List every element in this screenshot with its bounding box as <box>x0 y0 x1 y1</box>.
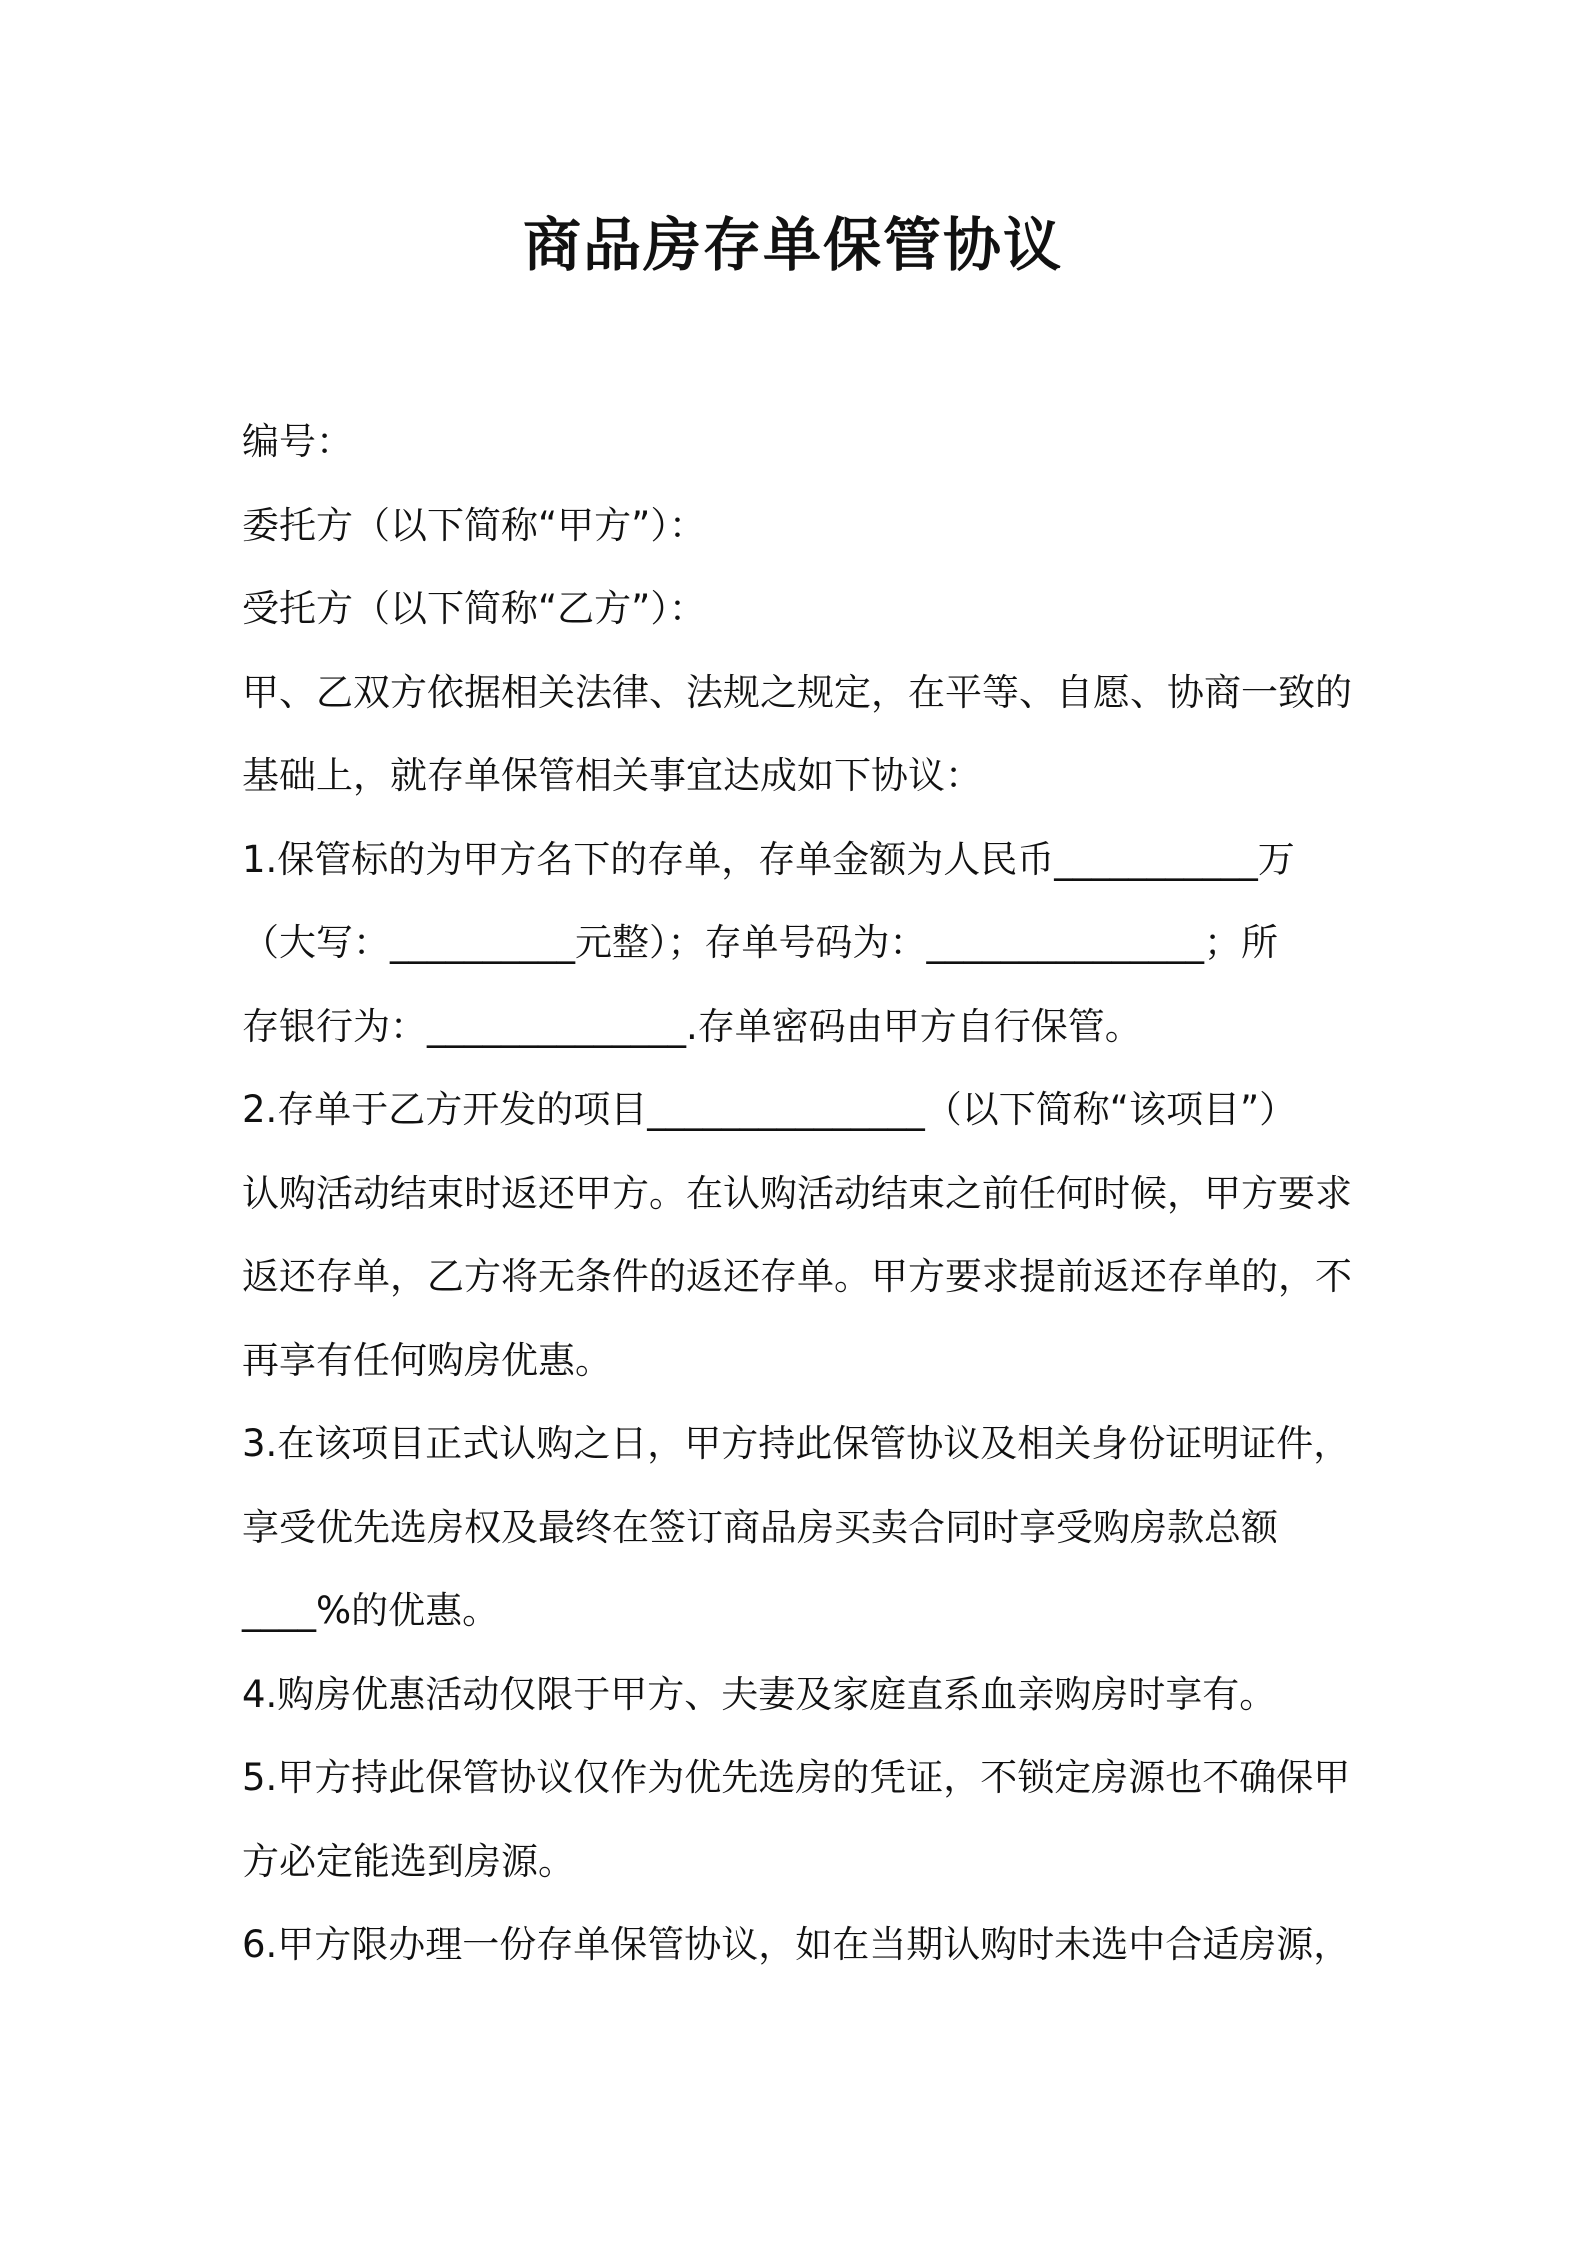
clause-1-line: 1.保管标的为甲方名下的存单，存单金额为人民币___________万 <box>242 837 1295 881</box>
document-title: 商品房存单保管协议 <box>522 211 1063 279</box>
preamble-line: 基础上，就存单保管相关事宜达成如下协议： <box>242 754 982 797</box>
clause-3-line: 3.在该项目正式认购之日，甲方持此保管协议及相关身份证明证件， <box>242 1422 1351 1465</box>
clause-2-line: 2.存单于乙方开发的项目_______________（以下简称“该项目”） <box>242 1088 1297 1131</box>
clause-1-line: （大写：__________元整）；存单号码为：_______________；所 <box>242 921 1278 964</box>
clause-6-line: 6.甲方限办理一份存单保管协议，如在当期认购时未选中合适房源， <box>242 1923 1351 1966</box>
document-body <box>242 400 1362 1987</box>
clause-3-line: 享受优先选房权及最终在签订商品房买卖合同时享受购房款总额 <box>242 1505 1278 1549</box>
field-number: 编号： <box>242 420 353 463</box>
clause-1-line: 存银行为：______________.存单密码由甲方自行保管。 <box>242 1004 1142 1048</box>
clause-4-line: 4.购房优惠活动仅限于甲方、夫妻及家庭直系血亲购房时享有。 <box>242 1672 1277 1716</box>
clause-3-line: ____%的优惠。 <box>242 1589 500 1632</box>
field-party-b: 受托方（以下简称“乙方”）： <box>242 587 706 630</box>
preamble-line: 甲、乙双方依据相关法律、法规之规定，在平等、自愿、协商一致的 <box>242 670 1352 714</box>
clause-5-line: 5.甲方持此保管协议仅作为优先选房的凭证，不锁定房源也不确保甲 <box>242 1756 1351 1799</box>
field-party-a: 委托方（以下简称“甲方”）： <box>242 503 706 547</box>
clause-5-line: 方必定能选到房源。 <box>242 1839 575 1883</box>
clause-2-line: 返还存单，乙方将无条件的返还存单。甲方要求提前返还存单的，不 <box>242 1255 1352 1298</box>
clause-2-line: 认购活动结束时返还甲方。在认购活动结束之前任何时候，甲方要求 <box>242 1171 1352 1215</box>
clause-2-line: 再享有任何购房优惠。 <box>242 1338 612 1382</box>
